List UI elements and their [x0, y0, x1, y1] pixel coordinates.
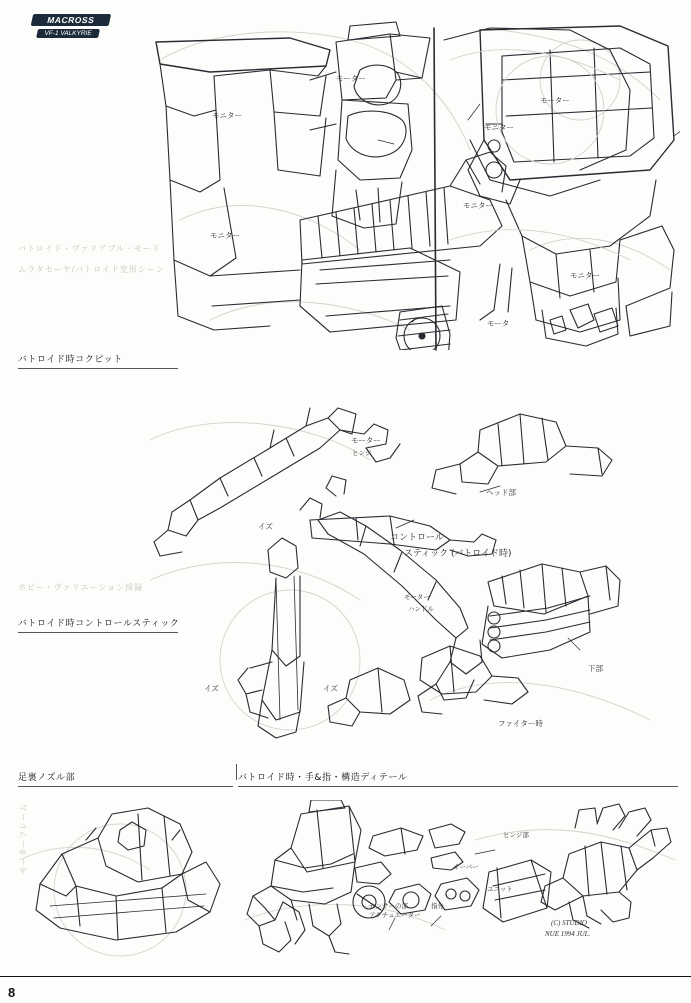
caption-control-stick-rule	[18, 632, 178, 633]
cockpit-right-panel-lineart	[430, 20, 685, 360]
studio-signature-line1: (C) STUDIO	[551, 919, 587, 927]
annotation-8: モーター	[351, 436, 381, 445]
annotation-6: モニター	[570, 271, 600, 280]
hand-detail-lineart	[245, 800, 685, 960]
caption-sole-nozzle	[18, 770, 233, 787]
annotation-24: アクチュエーター	[369, 911, 421, 919]
caption-hand-detail	[238, 770, 678, 787]
page-number: 8	[8, 985, 16, 1000]
annotation-20: ヒンジ部	[503, 831, 529, 839]
annotation-9: ヒンジ	[352, 449, 372, 457]
annotation-3: モニター	[484, 123, 514, 132]
annotation-19: 下部	[588, 664, 603, 673]
annotation-11: コントロール	[390, 533, 444, 543]
ghost-text-2: ホビー・ヴァリエーション採録	[18, 583, 144, 592]
caption-divider	[236, 764, 237, 780]
ghost-text-1: ムラタセーヤ/バトロイド変形シーン	[18, 265, 165, 274]
caption-cockpit-label: バトロイド時コクピット	[18, 355, 123, 365]
annotation-17: イズ	[323, 684, 338, 693]
caption-sole-nozzle-rule	[18, 786, 233, 787]
annotation-12: スティック (バトロイド時)	[404, 549, 512, 559]
annotation-2: モーター	[540, 96, 570, 105]
annotation-23: センサーの部	[369, 902, 408, 910]
caption-cockpit-rule	[18, 368, 178, 369]
annotation-10: ヘッド部	[486, 488, 516, 497]
annotation-22: ユニット	[487, 885, 513, 893]
annotation-15: ハンドル	[408, 605, 434, 613]
ghost-text-3: モーターフレーム	[19, 803, 28, 874]
annotation-1: モニター	[212, 111, 242, 120]
studio-signature-line2: NUE 1994 JUL.	[545, 930, 591, 938]
caption-cockpit	[18, 352, 178, 369]
caption-control-stick	[18, 616, 178, 633]
logo-title: MACROSS	[46, 15, 96, 25]
ghost-text-0: バトロイド・ヴァリアブル・モード	[18, 244, 161, 253]
annotation-25: 指先	[431, 902, 444, 910]
annotation-13: イズ	[258, 522, 273, 531]
logo-subtitle: VF-1 VALKYRIE	[43, 30, 93, 37]
annotation-4: モニター	[463, 201, 493, 210]
annotation-14: モーター	[404, 593, 430, 601]
annotation-21: オーバー	[453, 863, 479, 871]
caption-sole-nozzle-label: 足裏ノズル部	[18, 773, 76, 783]
caption-hand-detail-label: バトロイド時・手&指・構造ディテール	[238, 773, 408, 783]
caption-hand-detail-rule	[238, 786, 678, 787]
control-stick-lineart	[150, 400, 670, 750]
annotation-16: イズ	[204, 684, 219, 693]
annotation-0: モーター	[336, 74, 366, 83]
annotation-18: ファイター時	[498, 719, 543, 728]
footer-bar	[0, 976, 691, 1003]
macross-logo	[27, 14, 111, 44]
caption-control-stick-label: バトロイド時コントロールスティック	[18, 619, 180, 629]
annotation-5: モニター	[210, 231, 240, 240]
annotation-7: モータ	[487, 319, 510, 328]
sole-nozzle-lineart	[20, 800, 240, 960]
